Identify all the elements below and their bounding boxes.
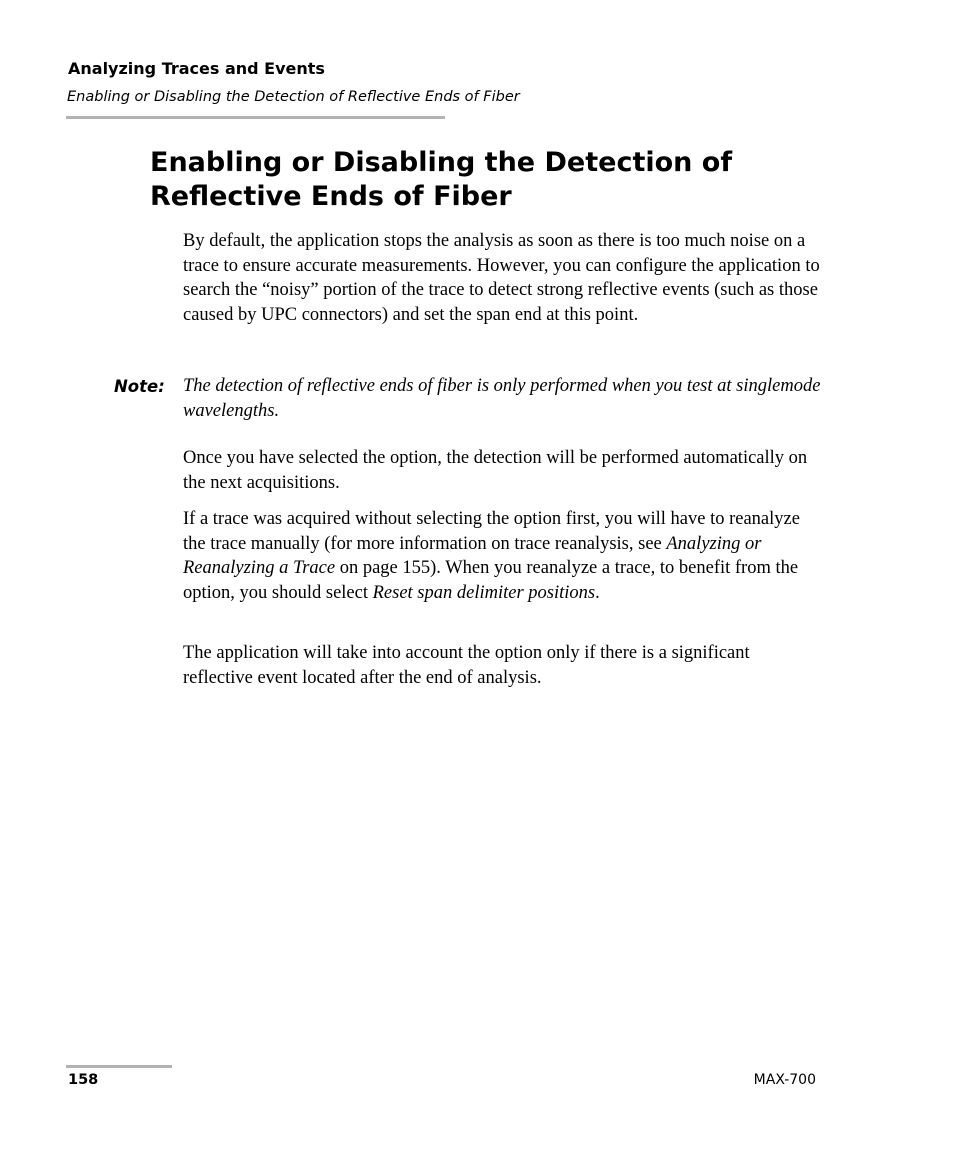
page-title-line-2: Reflective Ends of Fiber <box>150 181 512 212</box>
product-name: MAX-700 <box>753 1072 816 1088</box>
running-header-subsection: Enabling or Disabling the Detection of Reflective Ends of Fiber <box>67 89 520 105</box>
cross-reference-link[interactable]: Analyzing or Reanalyzing a Trace <box>183 533 762 579</box>
acquisition-paragraph: Once you have selected the option, the detection will be performed automatically on the next acquisitions. <box>183 448 808 493</box>
note-text: The detection of reflective ends of fiber is only performed when you test at singlemode wavelengths. <box>183 376 821 421</box>
page-title-line-1: Enabling or Disabling the Detection of <box>150 147 733 178</box>
reanalyze-text-1: If a trace was acquired without selecting the option first, you will have to reanalyze the trace manually (for more information on trace reanalysis, see <box>183 509 800 554</box>
reanalyze-paragraph <box>183 507 823 605</box>
reanalyze-text-3: . <box>595 582 600 603</box>
page-number: 158 <box>68 1072 99 1088</box>
header-divider <box>66 116 445 119</box>
intro-paragraph: By default, the application stops the analysis as soon as there is too much noise on a trace to ensure accurate measurements. However, you can configure the application to search the “noisy” portion of the trace to detect strong reflective events (such as those caused by UPC connectors) and set the span end at this point. <box>183 231 820 325</box>
option-name: Reset span delimiter positions <box>372 582 596 603</box>
reanalyze-text-2: on page 155). When you reanalyze a trace, to benefit from the option, you should select <box>183 558 799 603</box>
significant-event-paragraph: The application will take into account the option only if there is a significant reflective event located after the end of analysis. <box>183 643 750 688</box>
note-label: Note: <box>114 377 165 396</box>
running-header-section: Analyzing Traces and Events <box>68 59 325 78</box>
footer-divider <box>66 1065 172 1068</box>
page-title <box>150 146 850 214</box>
